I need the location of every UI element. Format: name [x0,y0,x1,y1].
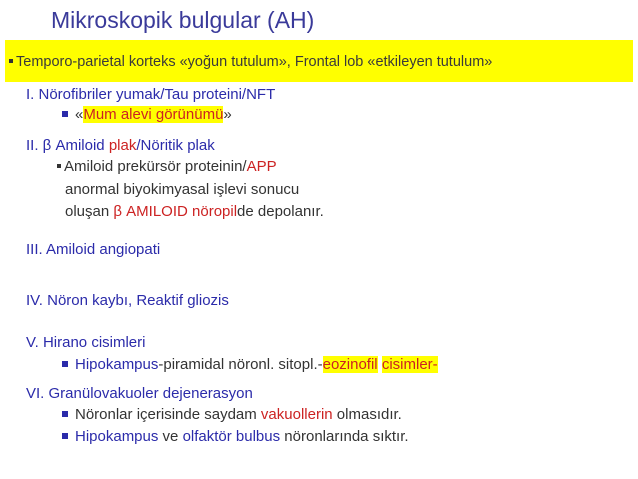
bullet-icon [62,433,68,439]
slide-title: Mikroskopik bulgular (AH) [51,7,315,33]
section-4-heading: IV. Nöron kaybı, Reaktif gliozis [26,292,229,309]
section-2-heading: II. β Amiloid plak/Nöritik plak [26,137,215,154]
section-5-bullet: Hipokampus-piramidal nöronl. sitopl.-eozinofil cisimler- [62,356,438,373]
bullet-icon [9,59,13,63]
banner-text: Temporo-parietal korteks «yoğun tutulum», Frontal lob «etkileyen tutulum» [9,54,492,70]
section-6-bullet-2: Hipokampus ve olfaktör bulbus nöronlarında sıktır. [62,428,409,445]
bullet-icon [62,361,68,367]
section-6-heading: VI. Granülovakuoler dejenerasyon [26,385,253,402]
section-2-line-2: anormal biyokimyasal işlevi sonucu [65,181,300,198]
section-2-bullet: Amiloid prekürsör proteinin/APP [57,158,277,175]
section-5-heading: V. Hirano cisimleri [26,334,146,351]
bullet-icon [62,411,68,417]
section-3-heading: III. Amiloid angiopati [26,241,161,258]
bullet-icon [57,164,61,168]
section-2-line-3: oluşan β AMILOID nöropilde depolanır. [65,203,324,220]
section-1-bullet: «Mum alevi görünümü» [62,106,232,123]
section-6-bullet-1: Nöronlar içerisinde saydam vakuollerin olmasıdır. [62,406,402,423]
bullet-icon [62,111,68,117]
section-1-heading: I. Nörofibriler yumak/Tau proteini/NFT [26,86,276,103]
